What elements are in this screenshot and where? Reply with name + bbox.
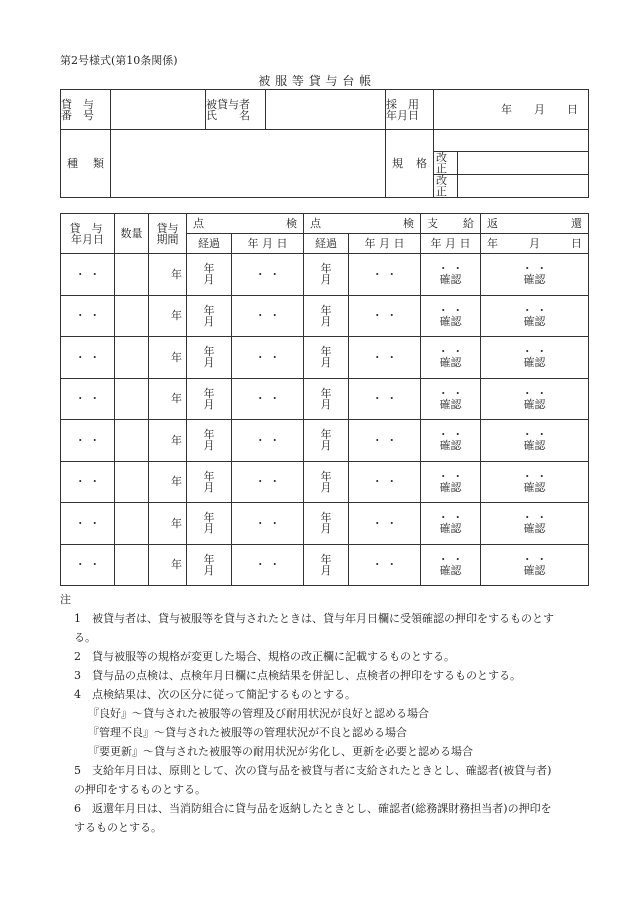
inspect-date-cell-2[interactable]: ・ ・ bbox=[349, 461, 421, 503]
ledger-row bbox=[61, 420, 589, 462]
elapsed-cell-2[interactable]: 年 月 bbox=[304, 544, 349, 586]
note-2: 2 貸与被服等の規格が変更した場合、規格の改正欄に記載するものとする。 bbox=[74, 650, 455, 663]
ledger-row bbox=[61, 337, 589, 379]
period-cell[interactable]: 年 bbox=[149, 461, 187, 503]
inspect-date-cell-2[interactable]: ・ ・ bbox=[349, 503, 421, 545]
h-ymd-2: 年 月 日 bbox=[349, 234, 421, 254]
h-elapsed-2: 経過 bbox=[304, 234, 349, 254]
period-cell[interactable]: 年 bbox=[149, 420, 187, 462]
quantity-cell[interactable] bbox=[115, 461, 149, 503]
ledger-table bbox=[60, 213, 589, 586]
inspect-date-cell-1[interactable]: ・ ・ bbox=[232, 378, 304, 420]
loan-date-cell[interactable]: ・ ・ bbox=[61, 337, 115, 379]
inspect-date-cell-1[interactable]: ・ ・ bbox=[232, 295, 304, 337]
note-1: 1 被貸与者は、貸与被服等を貸与されたときは、貸与年月日欄に受領確認の押印をするものとす bbox=[74, 612, 554, 625]
inspect-date-cell-1[interactable]: ・ ・ bbox=[232, 503, 304, 545]
note-4b: 『管理不良』～貸与された被服等の管理状況が不良と認める場合 bbox=[88, 726, 407, 739]
ledger-row bbox=[61, 461, 589, 503]
elapsed-cell-2[interactable]: 年 月 bbox=[304, 420, 349, 462]
h-supply-ymd: 年 月 日 bbox=[421, 234, 481, 254]
notes-head: 注 bbox=[60, 593, 71, 606]
elapsed-cell-1[interactable]: 年 月 bbox=[187, 254, 232, 296]
supply-cell[interactable]: ・ ・ 確認 bbox=[421, 544, 481, 586]
h-ymd-1: 年 月 日 bbox=[232, 234, 304, 254]
elapsed-cell-2[interactable]: 年 月 bbox=[304, 378, 349, 420]
supply-cell[interactable]: ・ ・ 確認 bbox=[421, 420, 481, 462]
loan-date-cell[interactable]: ・ ・ bbox=[61, 295, 115, 337]
inspect-date-cell-2[interactable]: ・ ・ bbox=[349, 544, 421, 586]
note-1b: る。 bbox=[74, 631, 96, 644]
revise-label-1: 改正 bbox=[434, 152, 458, 175]
inspect-date-cell-1[interactable]: ・ ・ bbox=[232, 254, 304, 296]
ledger-row bbox=[61, 378, 589, 420]
notes bbox=[60, 590, 590, 837]
supply-cell[interactable]: ・ ・ 確認 bbox=[421, 295, 481, 337]
info-table bbox=[60, 89, 589, 198]
ledger-row bbox=[61, 503, 589, 545]
page-title: 被 服 等 貸 与 台 帳 bbox=[258, 74, 372, 88]
inspect-date-cell-2[interactable]: ・ ・ bbox=[349, 337, 421, 379]
quantity-cell[interactable] bbox=[115, 544, 149, 586]
elapsed-cell-2[interactable]: 年 月 bbox=[304, 337, 349, 379]
period-cell[interactable]: 年 bbox=[149, 503, 187, 545]
return-cell[interactable]: ・ ・ 確認 bbox=[481, 378, 589, 420]
inspect-date-cell-2[interactable]: ・ ・ bbox=[349, 420, 421, 462]
spec-label: 規 格 bbox=[386, 130, 434, 198]
inspect-date-cell-2[interactable]: ・ ・ bbox=[349, 254, 421, 296]
ledger-row bbox=[61, 295, 589, 337]
period-cell[interactable]: 年 bbox=[149, 337, 187, 379]
inspect-date-cell-1[interactable]: ・ ・ bbox=[232, 420, 304, 462]
return-cell[interactable]: ・ ・ 確認 bbox=[481, 420, 589, 462]
inspect-date-cell-1[interactable]: ・ ・ bbox=[232, 544, 304, 586]
spec-value[interactable] bbox=[434, 130, 589, 152]
h-inspect-1: 点 検 bbox=[187, 214, 304, 234]
quantity-cell[interactable] bbox=[115, 295, 149, 337]
loan-date-cell[interactable]: ・ ・ bbox=[61, 378, 115, 420]
h-period: 貸与 期間 bbox=[149, 214, 187, 254]
note-4c: 『要更新』～貸与された被服等の耐用状況が劣化し、更新を必要と認める場合 bbox=[88, 745, 473, 758]
hire-date-label: 採 用 年月日 bbox=[386, 90, 434, 130]
loan-number-label: 貸 与 番 号 bbox=[61, 90, 111, 130]
borrower-value[interactable] bbox=[266, 90, 386, 130]
note-4a: 『良好』～貸与された被服等の管理及び耐用状況が良好と認める場合 bbox=[88, 707, 429, 720]
quantity-cell[interactable] bbox=[115, 254, 149, 296]
elapsed-cell-1[interactable]: 年 月 bbox=[187, 295, 232, 337]
inspect-date-cell-2[interactable]: ・ ・ bbox=[349, 378, 421, 420]
elapsed-cell-1[interactable]: 年 月 bbox=[187, 544, 232, 586]
return-cell[interactable]: ・ ・ 確認 bbox=[481, 503, 589, 545]
h-quantity: 数量 bbox=[115, 214, 149, 254]
kind-label: 種 類 bbox=[61, 130, 111, 198]
loan-date-cell[interactable]: ・ ・ bbox=[61, 420, 115, 462]
return-cell[interactable]: ・ ・ 確認 bbox=[481, 461, 589, 503]
note-6b: するものとする。 bbox=[74, 821, 162, 834]
note-6: 6 返還年月日は、当消防組合に貸与品を返納したときとし、確認者(総務課財務担当者)の押印を bbox=[74, 802, 552, 815]
supply-cell[interactable]: ・ ・ 確認 bbox=[421, 378, 481, 420]
note-5b: の押印をするものとする。 bbox=[74, 783, 206, 796]
borrower-label: 被貸与者 氏 名 bbox=[206, 90, 266, 130]
elapsed-cell-1[interactable]: 年 月 bbox=[187, 420, 232, 462]
loan-date-cell[interactable]: ・ ・ bbox=[61, 461, 115, 503]
h-supply: 支 給 bbox=[421, 214, 481, 234]
h-inspect-2: 点 検 bbox=[304, 214, 421, 234]
note-3: 3 貸与品の点検は、点検年月日欄に点検結果を併記し、点検者の押印をするものとする。 bbox=[74, 669, 521, 682]
loan-number-value[interactable] bbox=[111, 90, 206, 130]
revise-value-2[interactable] bbox=[458, 175, 589, 198]
quantity-cell[interactable] bbox=[115, 378, 149, 420]
return-cell[interactable]: ・ ・ 確認 bbox=[481, 337, 589, 379]
period-cell[interactable]: 年 bbox=[149, 544, 187, 586]
elapsed-cell-2[interactable]: 年 月 bbox=[304, 503, 349, 545]
note-4: 4 点検結果は、次の区分に従って簡記するものとする。 bbox=[74, 688, 356, 701]
quantity-cell[interactable] bbox=[115, 337, 149, 379]
loan-date-cell[interactable]: ・ ・ bbox=[61, 503, 115, 545]
h-loan-date: 貸 与 年月日 bbox=[61, 214, 115, 254]
elapsed-cell-2[interactable]: 年 月 bbox=[304, 295, 349, 337]
elapsed-cell-1[interactable]: 年 月 bbox=[187, 337, 232, 379]
quantity-cell[interactable] bbox=[115, 503, 149, 545]
kind-value[interactable] bbox=[111, 130, 386, 198]
elapsed-cell-1[interactable]: 年 月 bbox=[187, 503, 232, 545]
inspect-date-cell-2[interactable]: ・ ・ bbox=[349, 295, 421, 337]
loan-date-cell[interactable]: ・ ・ bbox=[61, 544, 115, 586]
supply-cell[interactable]: ・ ・ 確認 bbox=[421, 461, 481, 503]
period-cell[interactable]: 年 bbox=[149, 254, 187, 296]
revise-value-1[interactable] bbox=[458, 152, 589, 175]
inspect-date-cell-1[interactable]: ・ ・ bbox=[232, 337, 304, 379]
note-5: 5 支給年月日は、原則として、次の貸与品を被貸与者に支給されたときとし、確認者(被貸与者) bbox=[74, 764, 552, 777]
return-cell[interactable]: ・ ・ 確認 bbox=[481, 544, 589, 586]
form-label: 第2号様式(第10条関係) bbox=[60, 54, 178, 67]
loan-date-cell[interactable]: ・ ・ bbox=[61, 254, 115, 296]
hire-date-value[interactable]: 年 月 日 bbox=[434, 90, 589, 130]
return-cell[interactable]: ・ ・ 確認 bbox=[481, 254, 589, 296]
quantity-cell[interactable] bbox=[115, 420, 149, 462]
ledger-row bbox=[61, 254, 589, 296]
period-cell[interactable]: 年 bbox=[149, 378, 187, 420]
ledger-row bbox=[61, 544, 589, 586]
elapsed-cell-2[interactable]: 年 月 bbox=[304, 461, 349, 503]
revise-label-2: 改正 bbox=[434, 175, 458, 198]
h-return-ymd: 年 月 日 bbox=[481, 234, 589, 254]
h-elapsed-1: 経過 bbox=[187, 234, 232, 254]
elapsed-cell-2[interactable]: 年 月 bbox=[304, 254, 349, 296]
elapsed-cell-1[interactable]: 年 月 bbox=[187, 461, 232, 503]
h-return: 返 還 bbox=[481, 214, 589, 234]
inspect-date-cell-1[interactable]: ・ ・ bbox=[232, 461, 304, 503]
supply-cell[interactable]: ・ ・ 確認 bbox=[421, 254, 481, 296]
return-cell[interactable]: ・ ・ 確認 bbox=[481, 295, 589, 337]
supply-cell[interactable]: ・ ・ 確認 bbox=[421, 503, 481, 545]
period-cell[interactable]: 年 bbox=[149, 295, 187, 337]
supply-cell[interactable]: ・ ・ 確認 bbox=[421, 337, 481, 379]
elapsed-cell-1[interactable]: 年 月 bbox=[187, 378, 232, 420]
